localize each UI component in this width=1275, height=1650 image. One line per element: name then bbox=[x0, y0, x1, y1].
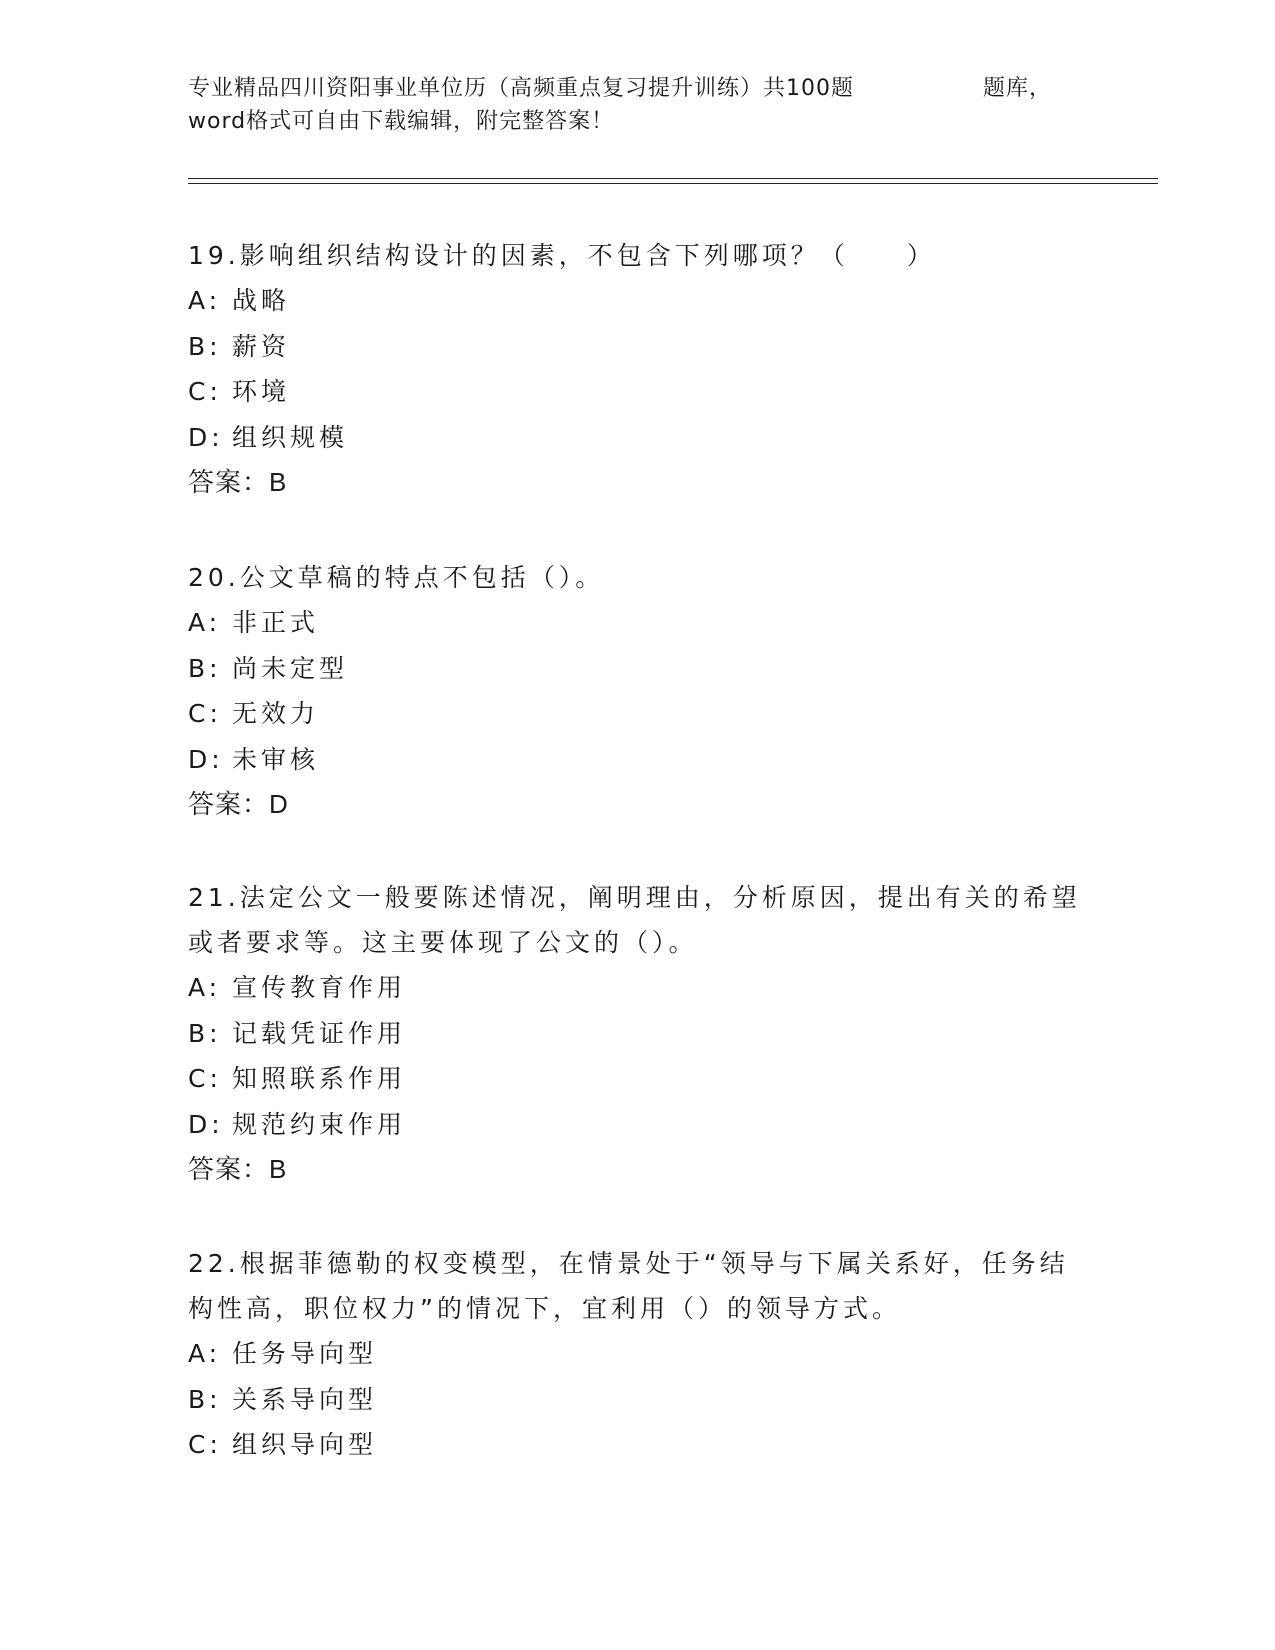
option-key: C: bbox=[188, 377, 222, 406]
option-text: 无效力 bbox=[232, 699, 320, 728]
option-d bbox=[188, 737, 1088, 783]
option-key: D: bbox=[188, 1109, 224, 1139]
option-key: C: bbox=[188, 699, 222, 728]
question-stem: 21.法定公文一般要陈述情况，阐明理由，分析原因，提出有关的希望或者要求等。这主要体现了公文的（）。 bbox=[188, 883, 1081, 957]
option-d bbox=[188, 415, 1088, 461]
question-20 bbox=[188, 555, 1088, 827]
header-title-suffix: 题库， bbox=[983, 76, 1053, 101]
header-title: 专业精品四川资阳事业单位历（高频重点复习提升训练）共100题 bbox=[188, 76, 854, 101]
option-d bbox=[188, 1102, 1088, 1148]
option-text: 未审核 bbox=[232, 744, 320, 774]
option-key: B: bbox=[188, 1018, 222, 1048]
option-b bbox=[188, 1377, 1088, 1423]
option-c bbox=[188, 1056, 1088, 1102]
option-text: 组织导向型 bbox=[232, 1430, 378, 1459]
header-line-2: word格式可自由下载编辑，附完整答案！ bbox=[188, 109, 615, 134]
option-c bbox=[188, 1422, 1088, 1468]
option-text: 战略 bbox=[232, 286, 291, 315]
option-text: 知照联系作用 bbox=[232, 1064, 407, 1093]
option-text: 非正式 bbox=[232, 608, 320, 637]
option-key: D: bbox=[188, 422, 224, 452]
option-key: A: bbox=[188, 973, 222, 1002]
question-22 bbox=[188, 1241, 1088, 1468]
answer: 答案：B bbox=[188, 467, 288, 497]
option-b bbox=[188, 646, 1088, 692]
option-c bbox=[188, 691, 1088, 737]
option-text: 任务导向型 bbox=[232, 1339, 378, 1368]
option-a bbox=[188, 1331, 1088, 1377]
option-a bbox=[188, 600, 1088, 646]
option-b bbox=[188, 1011, 1088, 1057]
option-text: 尚未定型 bbox=[232, 653, 349, 683]
question-stem: 22.根据菲德勒的权变模型，在情景处于“领导与下属关系好，任务结构性高，职位权力”的情况下，宜利用（）的领导方式。 bbox=[188, 1249, 1069, 1323]
header-divider-bottom bbox=[188, 183, 1158, 184]
option-text: 宣传教育作用 bbox=[232, 973, 407, 1002]
option-key: A: bbox=[188, 1339, 222, 1368]
option-c bbox=[188, 369, 1088, 415]
option-key: C: bbox=[188, 1430, 222, 1459]
option-key: D: bbox=[188, 744, 224, 774]
option-text: 环境 bbox=[232, 377, 291, 406]
option-key: B: bbox=[188, 653, 222, 683]
option-text: 组织规模 bbox=[232, 422, 349, 452]
header-line-1 bbox=[188, 72, 1088, 105]
option-a bbox=[188, 278, 1088, 324]
option-text: 规范约束作用 bbox=[232, 1109, 407, 1139]
document-header bbox=[188, 72, 1088, 138]
question-stem: 20.公文草稿的特点不包括（）。 bbox=[188, 563, 605, 592]
answer: 答案：D bbox=[188, 789, 289, 819]
option-key: A: bbox=[188, 608, 222, 637]
header-divider-top bbox=[188, 178, 1158, 179]
answer: 答案：B bbox=[188, 1154, 288, 1184]
option-key: B: bbox=[188, 1384, 222, 1414]
option-text: 薪资 bbox=[232, 331, 291, 361]
option-a bbox=[188, 965, 1088, 1011]
question-21 bbox=[188, 875, 1088, 1192]
option-text: 记载凭证作用 bbox=[232, 1018, 407, 1048]
question-19 bbox=[188, 233, 1088, 505]
question-stem: 19.影响组织结构设计的因素，不包含下列哪项？（ ） bbox=[188, 241, 936, 270]
option-b bbox=[188, 324, 1088, 370]
option-text: 关系导向型 bbox=[232, 1384, 378, 1414]
option-key: C: bbox=[188, 1064, 222, 1093]
option-key: B: bbox=[188, 331, 222, 361]
option-key: A: bbox=[188, 286, 222, 315]
